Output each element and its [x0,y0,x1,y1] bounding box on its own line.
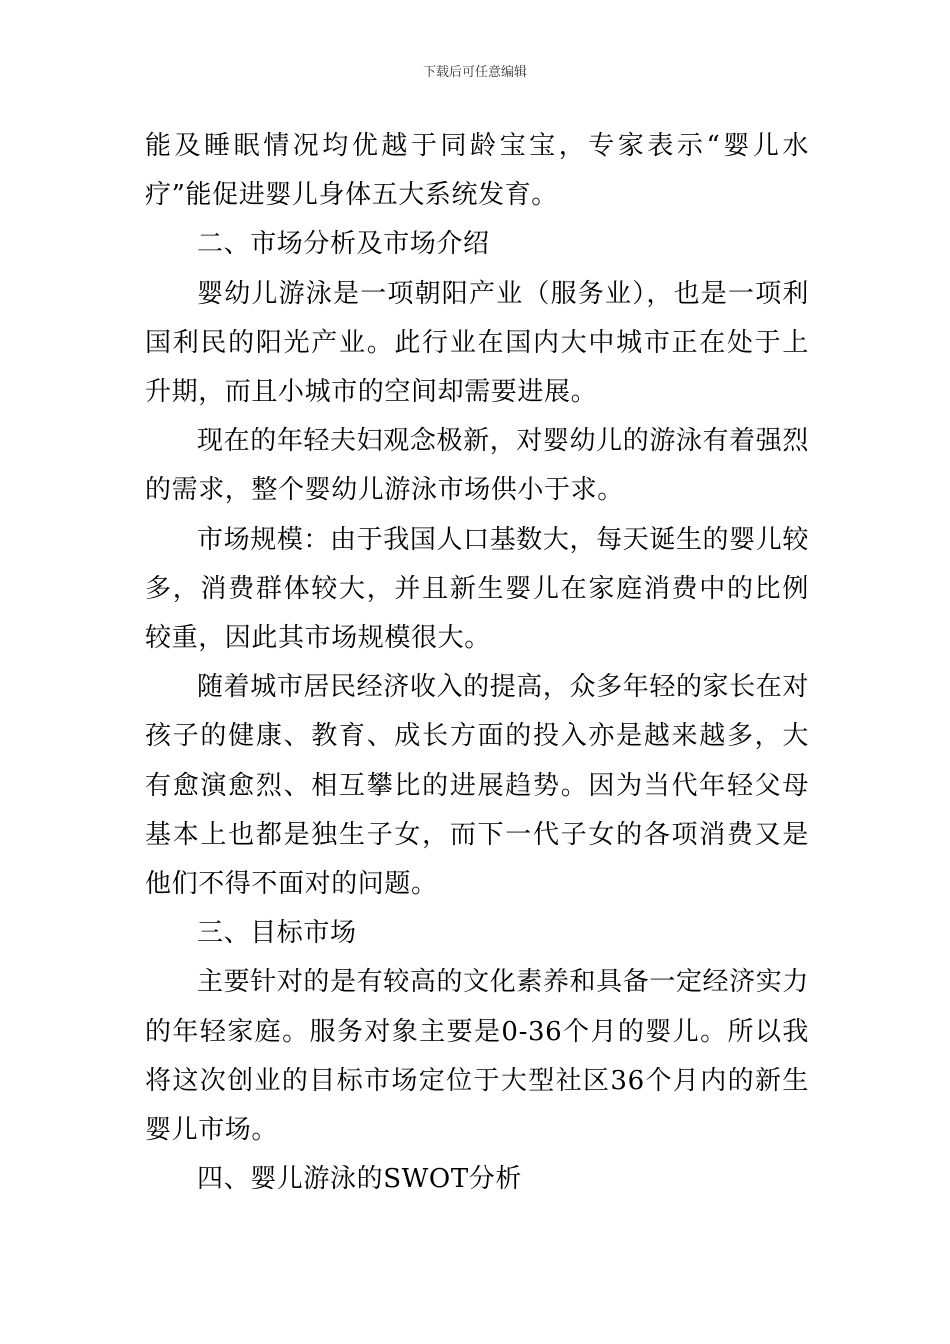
paragraph-continuation: 能及睡眠情况均优越于同龄宝宝，专家表示“婴儿水疗”能促进婴儿身体五大系统发育。 [145,131,809,211]
page-header: 下载后可任意编辑 [422,65,527,80]
section-heading-market-analysis: 二、市场分析及市场介绍 [197,229,490,260]
paragraph-market-scale: 市场规模：由于我国人口基数大，每天诞生的婴儿较多，消费群体较大，并且新生婴儿在家庭消费中的比例较重，因此其市场规模很大。 [145,524,809,654]
paragraph-demand: 现在的年轻夫妇观念极新，对婴幼儿的游泳有着强烈的需求，整个婴幼儿游泳市场供小于求。 [145,426,809,506]
paragraph-industry: 婴幼儿游泳是一项朝阳产业（服务业），也是一项利国利民的阳光产业。此行业在国内大中城市正在处于上升期，而且小城市的空间却需要进展。 [145,278,809,408]
section-heading-swot: 四、婴儿游泳的SWOT分析 [197,1164,522,1195]
document-body [145,122,809,1204]
paragraph-consumption-trend: 随着城市居民经济收入的提高，众多年轻的家长在对孩子的健康、教育、成长方面的投入亦是越来越多，大有愈演愈烈、相互攀比的进展趋势。因为当代年轻父母基本上也都是独生子女，而下一代子女的各项消费又是他们不得不面对的问题。 [145,672,809,900]
section-heading-target-market: 三、目标市场 [197,918,357,949]
paragraph-target-audience: 主要针对的是有较高的文化素养和具备一定经济实力的年轻家庭。服务对象主要是0-36个月的婴儿。所以我将这次创业的目标市场定位于大型社区36个月内的新生婴儿市场。 [145,967,809,1146]
